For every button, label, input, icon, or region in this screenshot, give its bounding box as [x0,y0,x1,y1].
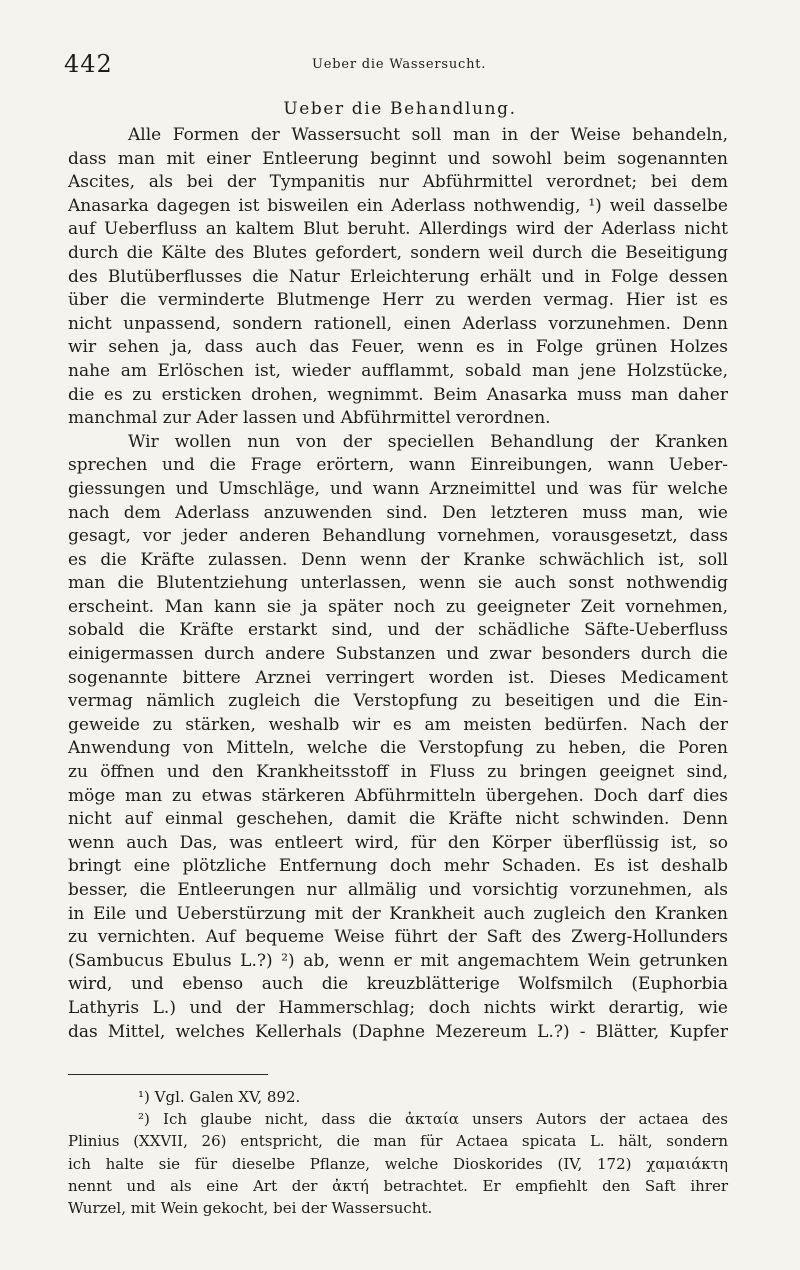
text-line: (Sambucus Ebulus L.?) ²) ab, wenn er mit angemachtem Wein getrunken [68,950,728,971]
text-line: sobald die Kräfte erstarkt sind, und der schädliche Säfte-Ueberfluss [68,620,728,641]
footnote-divider [68,1074,268,1075]
text-line: das Mittel, welches Kellerhals (Daphne Mezereum L.?) - Blätter, Kupfer [68,1021,728,1042]
text-line: man die Blutentziehung unterlassen, wenn sie auch sonst nothwendig [68,573,728,594]
text-line: gesagt, vor jeder anderen Behandlung vornehmen, vorausgesetzt, dass [68,526,728,547]
text-line: giessungen und Umschläge, und wann Arzneimittel und was für welche [68,478,728,499]
text-line: nach dem Aderlass anzuwenden sind. Den letzteren muss man, wie [68,502,728,523]
text-line: durch die Kälte des Blutes gefordert, sondern weil durch die Beseitigung [68,242,728,263]
text-line: manchmal zur Ader lassen und Abführmittel verordnen. [68,408,551,429]
text-line: zu vernichten. Auf bequeme Weise führt der Saft des Zwerg-Hollunders [68,927,728,948]
text-line: Ascites, als bei der Tympanitis nur Abführmittel verordnet; bei dem [68,172,728,193]
body-text [68,124,728,1044]
running-head: Ueber die Wassersucht. [312,57,487,72]
text-line: zu öffnen und den Krankheitsstoff in Fluss zu bringen geeignet sind, [68,762,728,783]
text-line: nicht unpassend, sondern rationell, einen Aderlass vorzunehmen. Denn [68,313,728,334]
page-number: 442 [64,50,113,78]
text-line: in Eile und Ueberstürzung mit der Krankheit auch zugleich den Kranken [68,903,728,924]
text-line: dass man mit einer Entleerung beginnt und sowohl beim sogenannten [68,148,728,169]
text-line: Alle Formen der Wassersucht soll man in der Weise behandeln, [128,125,728,145]
page-header [64,50,736,80]
text-line: über die verminderte Blutmenge Herr zu werden vermag. Hier ist es [68,290,728,311]
text-line: wenn auch Das, was entleert wird, für den Körper überflüssig ist, so [68,832,728,853]
text-line: sprechen und die Frage erörtern, wann Einreibungen, wann Ueber- [68,455,728,476]
footnote-line: Wurzel, mit Wein gekocht, bei der Wassersucht. [68,1198,433,1217]
text-line: möge man zu etwas stärkeren Abführmitteln übergehen. Doch darf dies [68,785,728,806]
text-line: geweide zu stärken, weshalb wir es am meisten bedürfen. Nach der [68,714,728,735]
footnote-line: nennt und als eine Art der ἀκτή betrachtet. Er empfiehlt den Saft ihrer [68,1176,728,1195]
footnote-line: Plinius (XXVII, 26) entspricht, die man für Actaea spicata L. hält, sondern [68,1132,728,1151]
text-line: des Blutüberflusses die Natur Erleichterung erhält und in Folge dessen [68,266,728,287]
footnote-line: ²) Ich glaube nicht, dass die ἀκταία unsers Autors der actaea des [138,1110,728,1129]
text-line: wir sehen ja, dass auch das Feuer, wenn es in Folge grünen Holzes [68,337,728,358]
text-line: Lathyris L.) und der Hammerschlag; doch nichts wirkt derartig, wie [68,997,728,1018]
text-line: bringt eine plötzliche Entfernung doch mehr Schaden. Es ist deshalb [68,856,728,877]
text-line: Wir wollen nun von der speciellen Behandlung der Kranken [128,431,728,452]
footnote-line: ¹) Vgl. Galen XV, 892. [138,1088,301,1106]
text-line: besser, die Entleerungen nur allmälig und vorsichtig vorzunehmen, als [68,880,728,900]
text-line: sogenannte bittere Arznei verringert worden ist. Dieses Medicament [68,667,728,688]
text-line: wird, und ebenso auch die kreuzblätterige Wolfsmilch (Euphorbia [68,974,728,995]
text-line: erscheint. Man kann sie ja später noch zu geeigneter Zeit vornehmen, [68,596,728,617]
footnotes [68,1086,728,1219]
section-title: Ueber die Behandlung. [283,99,517,119]
text-line: auf Ueberfluss an kaltem Blut beruht. Allerdings wird der Aderlass nicht [68,219,728,240]
text-line: die es zu ersticken drohen, wegnimmt. Beim Anasarka muss man daher [68,384,728,405]
text-line: es die Kräfte zulassen. Denn wenn der Kranke schwächlich ist, soll [68,549,728,570]
text-line: vermag nämlich zugleich die Verstopfung zu beseitigen und die Ein- [68,691,728,712]
footnote-line: ich halte sie für dieselbe Pflanze, welche Dioskorides (IV, 172) χαμαιάκτη [68,1154,728,1173]
text-line: Anasarka dagegen ist bisweilen ein Aderlass nothwendig, ¹) weil dasselbe [68,195,728,216]
text-line: nahe am Erlöschen ist, wieder aufflammt, sobald man jene Holzstücke, [68,360,728,381]
text-line: Anwendung von Mitteln, welche die Verstopfung zu heben, die Poren [68,738,728,759]
text-line: nicht auf einmal geschehen, damit die Kräfte nicht schwinden. Denn [68,809,728,830]
text-line: einigermassen durch andere Substanzen und zwar besonders durch die [68,644,728,665]
